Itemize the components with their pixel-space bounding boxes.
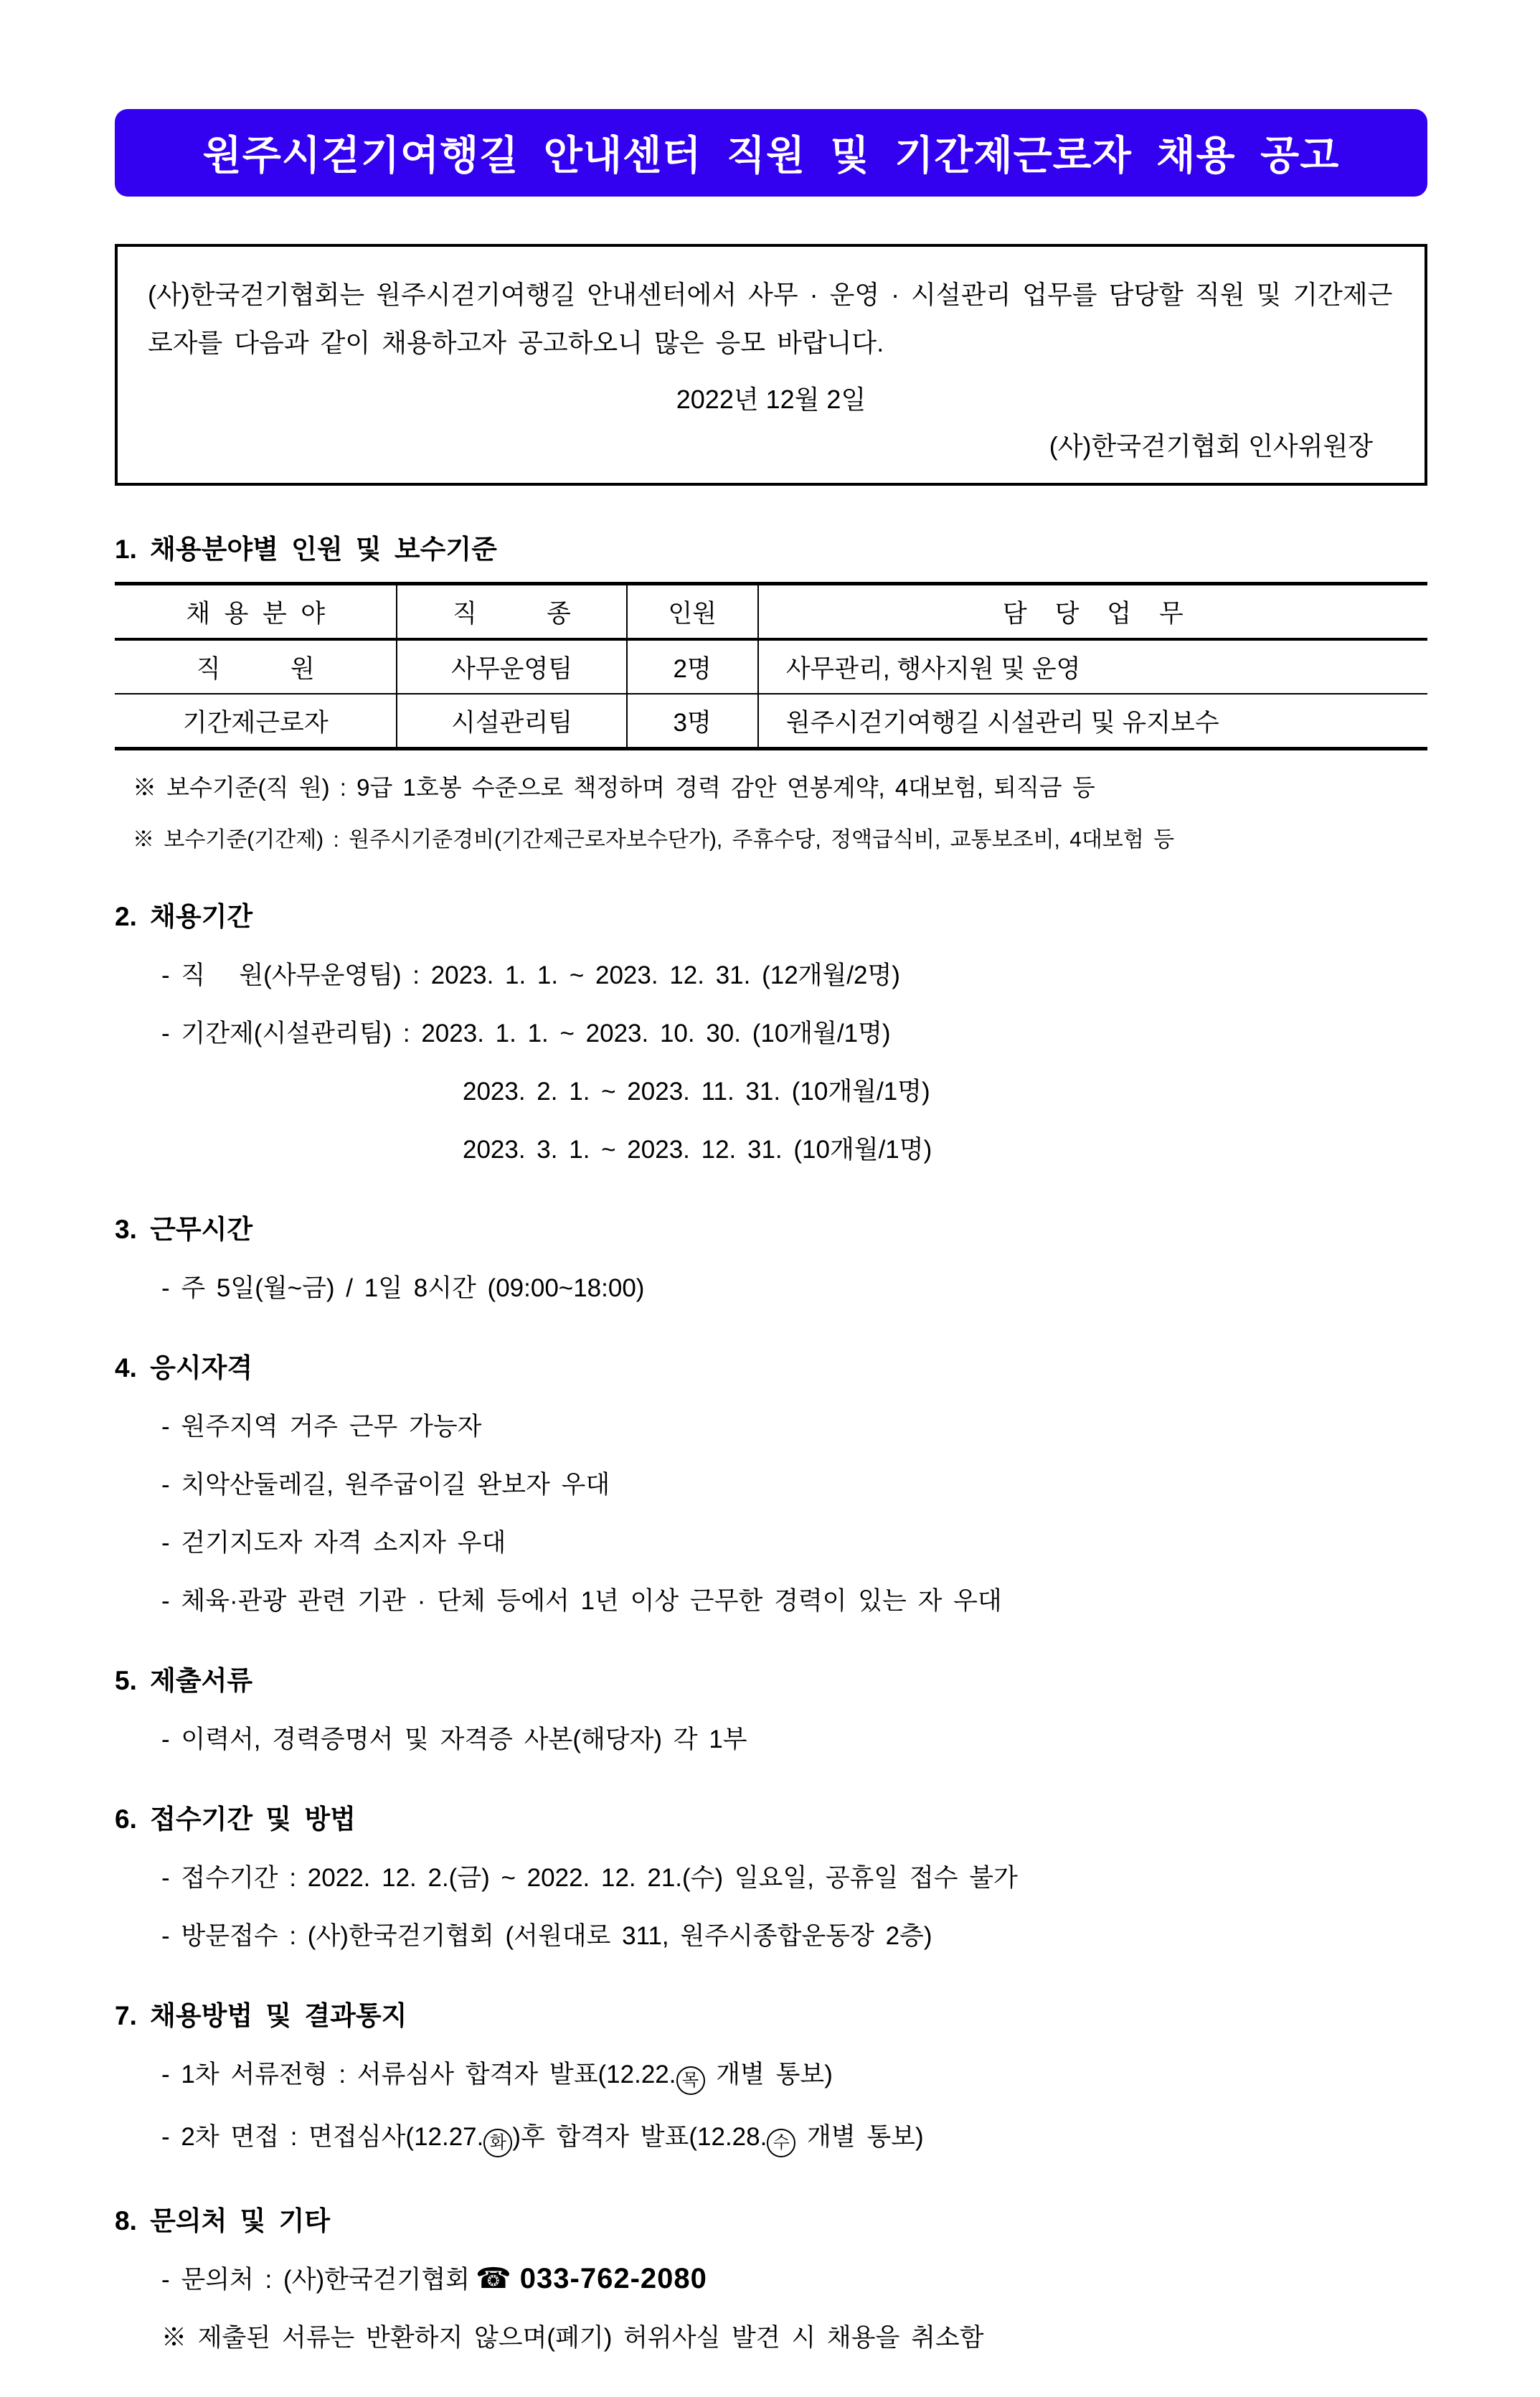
section-employment-period (115, 895, 1427, 1166)
list-item: - 방문접수 : (사)한국걷기협회 (서원대로 311, 원주시종합운동장 2층) (161, 1922, 932, 1951)
section-4-heading: 4. 응시자격 (115, 1353, 253, 1383)
list-item: - 주 5일(월~금) / 1일 8시간 (09:00~18:00) (161, 1274, 645, 1303)
table-header-row (115, 584, 1427, 640)
section-7-heading: 7. 채용방법 및 결과통지 (115, 2001, 407, 2031)
cell-field: 직 원 (196, 654, 315, 683)
cell-duties: 사무관리, 행사지원 및 운영 (758, 639, 1427, 694)
list-item: - 직 원(사무운영팀) : 2023. 1. 1. ~ 2023. 12. 31. (12개월/2명) (161, 961, 900, 990)
section-6-heading: 6. 접수기간 및 방법 (115, 1804, 356, 1835)
recruitment-table-body (115, 639, 1427, 749)
section-documents (115, 1659, 1427, 1756)
table-row (115, 639, 1427, 694)
list-item-continuation: 2023. 3. 1. ~ 2023. 12. 31. (10개월/1명) (463, 1136, 932, 1164)
section-3-heading: 3. 근무시간 (115, 1215, 253, 1245)
list-item-continuation: 2023. 2. 1. ~ 2023. 11. 31. (10개월/1명) (463, 1078, 930, 1106)
intro-signer: (사)한국걷기협회 인사위원장 (1049, 431, 1373, 461)
list-item (115, 2117, 1427, 2157)
section-application (115, 1797, 1427, 1952)
list-item: - 원주지역 거주 근무 가능자 (161, 1413, 482, 1441)
pay-note-fixed-term: ※ 보수기준(기간제) : 원주시기준경비(기간제근로자보수단가), 주휴수당, 정액급식비, 교통보조비, 4대보험 등 (133, 828, 1175, 852)
section-working-hours (115, 1207, 1427, 1304)
page-title: 원주시걷기여행길 안내센터 직원 및 기간제근로자 채용 공고 (202, 133, 1340, 178)
section-contact (115, 2199, 1427, 2354)
phone-icon: ☎ (475, 2263, 511, 2295)
list-item: - 체육·관광 관련 기관 · 단체 등에서 1년 이상 근무한 경력이 있는 자 우대 (161, 1587, 1002, 1616)
list-item (115, 2055, 1427, 2095)
cell-headcount: 3명 (627, 694, 758, 749)
section-selection (115, 1994, 1427, 2157)
intro-paragraph: (사)한국걷기협회는 원주시걷기여행길 안내센터에서 사무 · 운영 · 시설관리 업무를 담당할 직원 및 기간제근로자를 다음과 같이 채용하고자 공고하오니 많은 응모 바랍니다. (148, 280, 1393, 357)
contact-text: - 문의처 : (사)한국걷기협회 (161, 2266, 470, 2294)
table-row (115, 694, 1427, 749)
recruitment-table-head (115, 584, 1427, 640)
section-5-heading: 5. 제출서류 (115, 1666, 253, 1696)
list-item: - 기간제(시설관리팀) : 2023. 1. 1. ~ 2023. 10. 30. (10개월/1명) (161, 1019, 891, 1048)
contact-line (115, 2260, 1427, 2296)
section-2-heading: 2. 채용기간 (115, 902, 253, 932)
recruitment-table (115, 582, 1427, 750)
circled-day-thu: 목 (676, 2066, 705, 2095)
header-job-type: 직 종 (397, 584, 626, 640)
list-item: - 치악산둘레길, 원주굽이길 완보자 우대 (161, 1471, 610, 1499)
circled-day-wed: 수 (767, 2129, 795, 2157)
header-field: 채 용 분 야 (186, 599, 326, 628)
cell-job-type: 시설관리팀 (397, 694, 626, 749)
pay-note-staff: ※ 보수기준(직 원) : 9급 1호봉 수준으로 책정하며 경력 감안 연봉계약, 4대보험, 퇴직금 등 (133, 774, 1095, 801)
selection-round2-mid: )후 합격자 발표(12.28. (512, 2123, 767, 2152)
section-1-heading: 1. 채용분야별 인원 및 보수기준 (115, 535, 497, 565)
selection-round2-tail: 개별 통보) (795, 2123, 924, 2152)
list-item: - 걷기지도자 자격 소지자 우대 (161, 1529, 506, 1558)
cell-duties: 원주시걷기여행길 시설관리 및 유지보수 (758, 694, 1427, 749)
selection-round1-tail: 개별 통보) (704, 2061, 833, 2089)
intro-date: 2022년 12월 2일 (676, 385, 866, 415)
intro-box (115, 244, 1427, 486)
header-headcount: 인원 (627, 584, 758, 640)
list-item: - 이력서, 경력증명서 및 자격증 사본(해당자) 각 1부 (161, 1725, 747, 1754)
final-note: ※ 제출된 서류는 반환하지 않으며(폐기) 허위사실 발견 시 채용을 취소함 (161, 2324, 984, 2353)
phone-number: 033-762-2080 (519, 2263, 707, 2295)
cell-job-type: 사무운영팀 (397, 639, 626, 694)
section-8-heading: 8. 문의처 및 기타 (115, 2206, 331, 2236)
cell-headcount: 2명 (627, 639, 758, 694)
section-qualifications (115, 1346, 1427, 1617)
selection-round1-text: - 1차 서류전형 : 서류심사 합격자 발표(12.22. (161, 2061, 676, 2089)
list-item: - 접수기간 : 2022. 12. 2.(금) ~ 2022. 12. 21.(수) 일요일, 공휴일 접수 불가 (161, 1864, 1018, 1893)
title-banner (115, 109, 1427, 197)
section-recruitment-fields (115, 527, 1427, 853)
circled-day-tue: 화 (483, 2129, 512, 2157)
cell-field: 기간제근로자 (182, 708, 329, 737)
selection-round2-text: - 2차 면접 : 면접심사(12.27. (161, 2123, 484, 2152)
header-duties: 담 당 업 무 (758, 584, 1427, 640)
